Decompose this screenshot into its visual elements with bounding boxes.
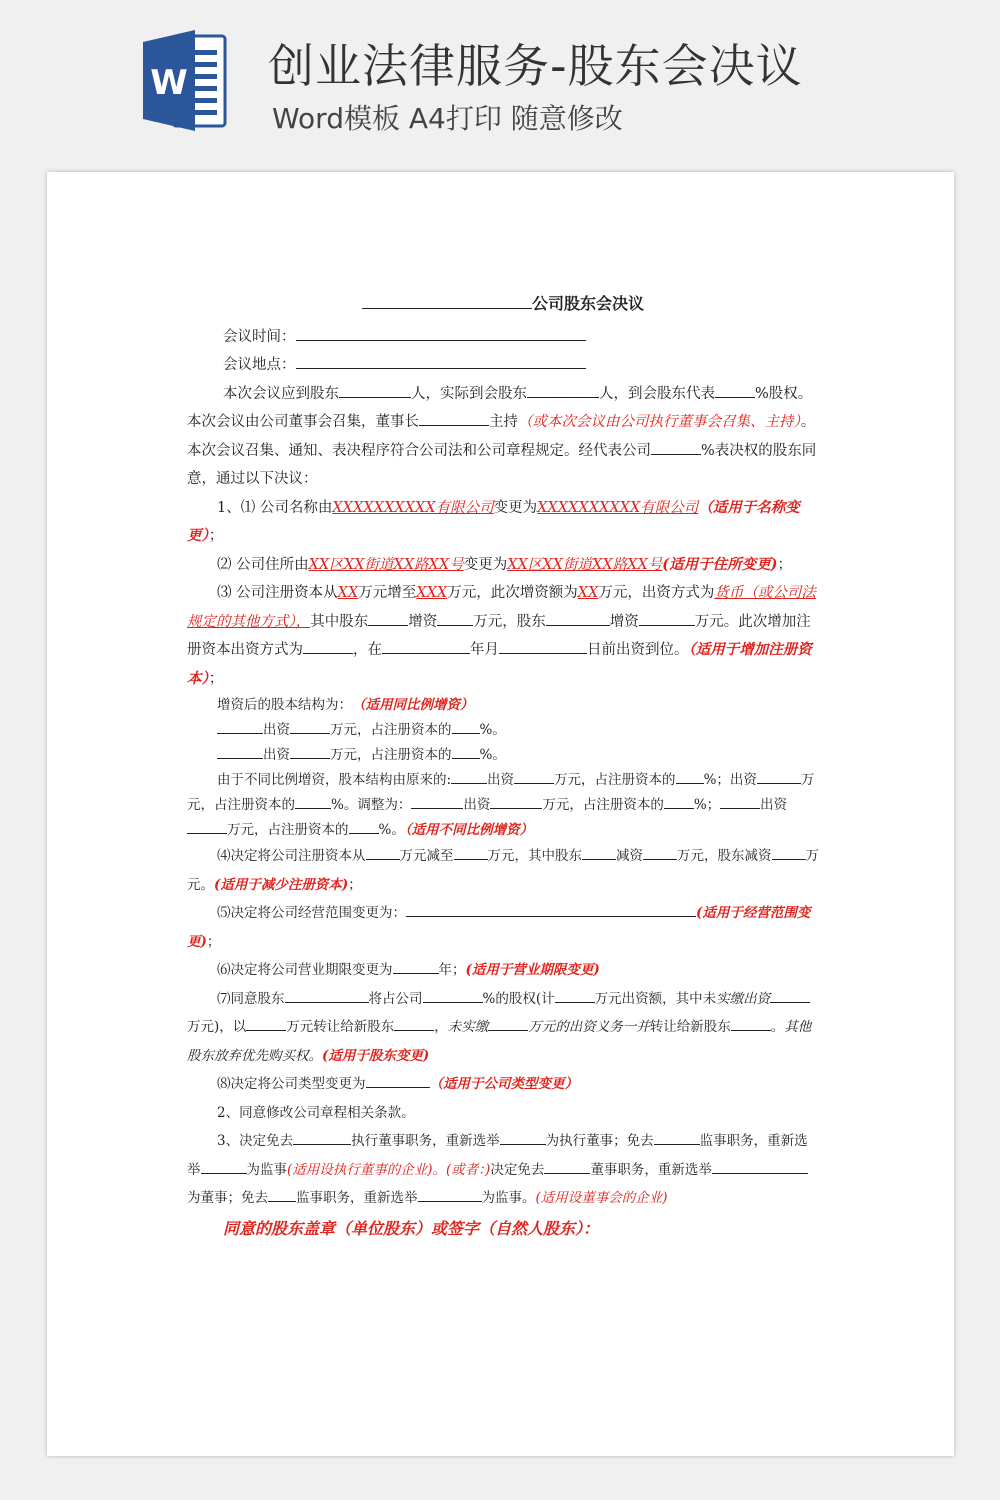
item-2-articles: 2、同意修改公司章程相关条款。 bbox=[217, 1104, 415, 1121]
structure-row: 出资 万元，占注册资本的 %。 bbox=[187, 742, 819, 767]
template-header bbox=[0, 0, 1000, 160]
document-page bbox=[47, 172, 954, 1456]
item-8-company-type: ⑻决定将公司类型变更为 （适用于公司类型变更） bbox=[187, 1070, 819, 1099]
item-6-business-term: ⑹决定将公司营业期限变更为 年；(适用于营业期限变更) bbox=[187, 956, 819, 985]
template-subtitle: Word模板 A4打印 随意修改 bbox=[272, 102, 623, 135]
word-icon bbox=[143, 28, 228, 133]
item-3-directors: 3、决定免去 执行董事职务，重新选举 为执行董事；免去 监事职务，重新选举 为监事(适用设执行董事的企业)。(或者：)决定免去 董事职务，重新选举为董事；免去 监事职务，重新选举 为监事。(适用设董事会的企业) bbox=[187, 1127, 819, 1213]
share-structure-block: 增资后的股本结构为：（适用同比例增资） 出资 万元，占注册资本的 %。 出资 万元，占注册资本的 %。 由于不同比例增资，股本结构由原来的: 出资 万元，占注册资本的 %；出资 万元，占注册资本的 %。调整为： 出资 万元，占注册资本的 %； 出资万元，占注册资本的 %。（适用不同比例增资） bbox=[187, 693, 819, 842]
item-4-capital-reduction: ⑷决定将公司注册资本从 万元减至 万元，其中股东 减资 万元，股东减资 万元。(适用于减少注册资本)； bbox=[187, 842, 819, 899]
non-proportional-paragraph: 由于不同比例增资，股本结构由原来的: 出资 万元，占注册资本的 %；出资 万元，占注册资本的 %。调整为： 出资 万元，占注册资本的 %； 出资万元，占注册资本的 %。（适用不同比例增资） bbox=[187, 767, 819, 842]
signature-line: 同意的股东盖章（单位股东）或签字（自然人股东）： bbox=[223, 1218, 600, 1238]
structure-row: 出资 万元，占注册资本的 %。 bbox=[187, 717, 819, 742]
item-1-name-change: 1、⑴ 公司名称由XXXXXXXXXX有限公司变更为XXXXXXXXXX有限公司（适用于名称变更）； bbox=[187, 498, 800, 544]
item-7-shareholder-change: ⑺同意股东 将占公司 %的股权(计 万元出资额，其中未实缴出资万元)，以 万元转让给新股东 ，未实缴 万元的出资义务一并转让给新股东 。其他股东放弃优先购买权。(适用于股东变更) bbox=[187, 985, 819, 1071]
document-body bbox=[187, 290, 819, 1243]
meeting-time-line: 会议时间： bbox=[187, 323, 819, 352]
template-title: 创业法律服务-股东会决议 bbox=[268, 39, 803, 93]
item-5-business-scope: ⑸决定将公司经营范围变更为： (适用于经营范围变更)； bbox=[187, 899, 819, 956]
meeting-place-line: 会议地点： bbox=[187, 351, 819, 380]
svg-text:W: W bbox=[150, 63, 188, 103]
intro-paragraph: 本次会议应到股东 人，实际到会股东 人，到会股东代表 %股权。本次会议由公司董事会召集，董事长 主持（或本次会议由公司执行董事会召集、主持）。本次会议召集、通知、表决程序符合公司法和公司章程规定。经代表公司 %表决权的股东同意，通过以下决议： bbox=[187, 380, 819, 494]
document-title: 公司股东会决议 bbox=[187, 290, 819, 319]
item-3-capital-increase: ⑶ 公司注册资本从XX万元增至XXX万元，此次增资额为XX万元，出资方式为货币（或公司法规定的其他方式），其中股东 增资 万元，股东 增资 万元。此次增加注册资本出资方式为 ，在 年月 日前出资到位。（适用于增加注册资本）； bbox=[187, 585, 816, 687]
item-2-address-change: ⑵ 公司住所由XX区XX街道XX路XX号变更为XX区XX街道XX路XX号(适用于住所变更)； bbox=[217, 555, 793, 573]
